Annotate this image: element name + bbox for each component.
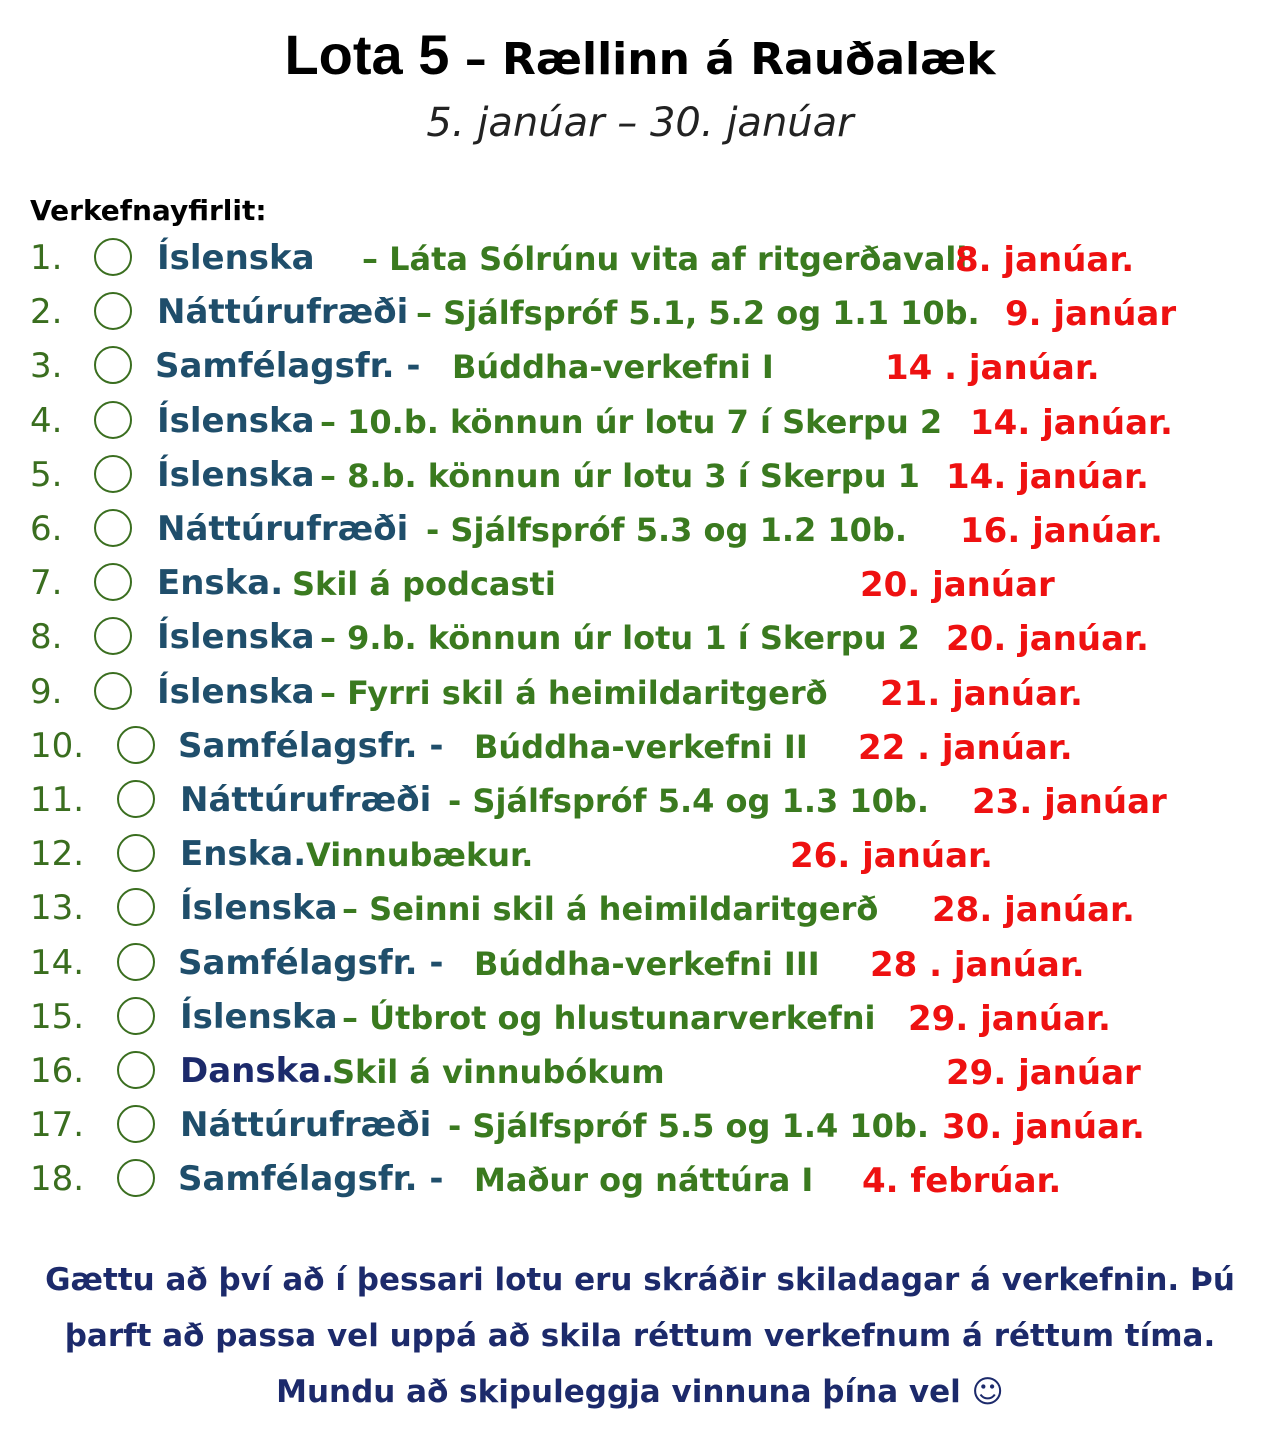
task-description: – 8.b. könnun úr lotu 3 í Skerpu 1 bbox=[320, 456, 920, 495]
task-number: 7. bbox=[30, 563, 63, 604]
footer-line-2: þarft að passa vel uppá að skila réttum verkefnum á réttum tíma. bbox=[64, 1318, 1216, 1354]
task-checkbox-circle-icon[interactable] bbox=[117, 1159, 155, 1197]
task-description: – Fyrri skil á heimildaritgerð bbox=[320, 673, 828, 712]
task-checkbox-circle-icon[interactable] bbox=[117, 1105, 155, 1143]
footer-line-1: Gættu að því að í þessari lotu eru skráðir skiladagar á verkefnin. Þú bbox=[45, 1262, 1235, 1298]
task-due-date: 29. janúar. bbox=[908, 998, 1111, 1039]
task-due-date: 9. janúar bbox=[1005, 294, 1177, 335]
page-title bbox=[0, 22, 1280, 87]
task-row bbox=[30, 1153, 1250, 1207]
task-subject: Náttúrufræði bbox=[180, 780, 432, 820]
task-due-date: 28. janúar. bbox=[932, 890, 1135, 931]
task-due-date: 20. janúar bbox=[860, 565, 1055, 606]
task-number: 15. bbox=[30, 996, 85, 1037]
task-checkbox-circle-icon[interactable] bbox=[117, 943, 155, 981]
task-row bbox=[30, 882, 1250, 936]
task-due-date: 14. janúar. bbox=[946, 456, 1149, 497]
task-checkbox-circle-icon[interactable] bbox=[94, 455, 132, 493]
task-number: 12. bbox=[30, 834, 85, 875]
task-subject: Samfélagsfr. - bbox=[178, 942, 444, 983]
task-checkbox-circle-icon[interactable] bbox=[94, 617, 132, 655]
task-row bbox=[30, 340, 1250, 394]
task-number: 14. bbox=[30, 942, 85, 983]
task-subject: Danska. bbox=[180, 1051, 335, 1091]
title-dash: – bbox=[449, 34, 503, 85]
task-description: Búddha-verkefni I bbox=[452, 348, 774, 387]
task-checkbox-circle-icon[interactable] bbox=[117, 726, 155, 764]
task-row bbox=[30, 720, 1250, 774]
task-due-date: 4. febrúar. bbox=[862, 1161, 1062, 1202]
task-checkbox-circle-icon[interactable] bbox=[94, 672, 132, 710]
task-subject: Náttúrufræði bbox=[157, 292, 409, 333]
task-row bbox=[30, 503, 1250, 557]
task-number: 17. bbox=[30, 1105, 85, 1146]
task-description: Vinnubækur. bbox=[306, 836, 534, 875]
task-checkbox-circle-icon[interactable] bbox=[94, 401, 132, 439]
task-subject: Samfélagsfr. - bbox=[178, 725, 444, 766]
task-due-date: 29. janúar bbox=[946, 1053, 1141, 1093]
task-subject: Náttúrufræði bbox=[180, 1105, 432, 1146]
task-number: 18. bbox=[30, 1159, 85, 1200]
footer-line-3: Mundu að skipuleggja vinnuna þína vel ☺ bbox=[276, 1374, 1004, 1410]
task-subject: Samfélagsfr. - bbox=[155, 346, 421, 387]
task-description: – Útbrot og hlustunarverkefni bbox=[342, 998, 876, 1037]
task-checkbox-circle-icon[interactable] bbox=[117, 834, 155, 872]
task-row bbox=[30, 611, 1250, 665]
task-number: 13. bbox=[30, 888, 85, 929]
task-checkbox-circle-icon[interactable] bbox=[117, 780, 155, 818]
task-due-date: 20. janúar. bbox=[946, 619, 1149, 660]
task-subject: Íslenska bbox=[157, 238, 315, 278]
task-row bbox=[30, 395, 1250, 449]
task-due-date: 26. janúar. bbox=[790, 836, 993, 877]
task-due-date: 16. janúar. bbox=[960, 511, 1163, 551]
task-due-date: 14. janúar. bbox=[970, 402, 1173, 443]
task-description: – Sjálfspróf 5.1, 5.2 og 1.1 10b. bbox=[416, 294, 980, 333]
task-row bbox=[30, 828, 1250, 882]
task-number: 11. bbox=[30, 780, 85, 820]
task-checkbox-circle-icon[interactable] bbox=[94, 509, 132, 547]
task-description: Búddha-verkefni II bbox=[474, 727, 808, 766]
task-number: 1. bbox=[30, 238, 63, 278]
task-subject: Íslenska bbox=[180, 996, 338, 1037]
task-row bbox=[30, 557, 1250, 611]
task-row bbox=[30, 1045, 1250, 1099]
task-subject: Enska. bbox=[157, 563, 284, 604]
task-row bbox=[30, 449, 1250, 503]
task-number: 5. bbox=[30, 454, 63, 495]
task-description: Skil á podcasti bbox=[292, 565, 556, 604]
task-subject: Íslenska bbox=[157, 617, 315, 658]
task-subject: Samfélagsfr. - bbox=[178, 1159, 444, 1200]
task-description: Búddha-verkefni III bbox=[474, 944, 820, 983]
task-row bbox=[30, 991, 1250, 1045]
task-checkbox-circle-icon[interactable] bbox=[117, 997, 155, 1035]
task-row bbox=[30, 937, 1250, 991]
task-description: – 10.b. könnun úr lotu 7 í Skerpu 2 bbox=[320, 402, 943, 441]
task-number: 9. bbox=[30, 671, 63, 712]
date-range: 5. janúar – 30. janúar bbox=[426, 100, 854, 146]
task-description: - Sjálfspróf 5.5 og 1.4 10b. bbox=[448, 1107, 929, 1146]
task-number: 8. bbox=[30, 617, 63, 658]
task-description: - Sjálfspróf 5.3 og 1.2 10b. bbox=[426, 511, 907, 549]
task-number: 10. bbox=[30, 725, 85, 766]
task-number: 2. bbox=[30, 292, 63, 333]
task-subject: Íslenska bbox=[157, 400, 315, 441]
task-checkbox-circle-icon[interactable] bbox=[94, 238, 132, 276]
task-due-date: 14 . janúar. bbox=[885, 348, 1100, 389]
task-number: 16. bbox=[30, 1051, 85, 1091]
task-number: 6. bbox=[30, 509, 63, 549]
task-checkbox-circle-icon[interactable] bbox=[117, 888, 155, 926]
title-sub: Rællinn á Rauðalæk bbox=[502, 34, 996, 85]
task-description: Maður og náttúra I bbox=[474, 1161, 814, 1200]
task-subject: Íslenska bbox=[157, 454, 315, 495]
task-row bbox=[30, 286, 1250, 340]
task-number: 3. bbox=[30, 346, 63, 387]
task-description: – Seinni skil á heimildaritgerð bbox=[342, 890, 879, 929]
task-due-date: 21. janúar. bbox=[880, 673, 1083, 714]
task-subject: Íslenska bbox=[180, 888, 338, 929]
title-main: Lota 5 bbox=[284, 23, 450, 86]
task-due-date: 30. janúar. bbox=[942, 1107, 1145, 1148]
task-row bbox=[30, 1099, 1250, 1153]
task-row bbox=[30, 666, 1250, 720]
task-number: 4. bbox=[30, 400, 63, 441]
task-checkbox-circle-icon[interactable] bbox=[94, 563, 132, 601]
overview-label: Verkefnayfirlit: bbox=[30, 194, 267, 227]
task-subject: Náttúrufræði bbox=[157, 509, 409, 549]
task-checkbox-circle-icon[interactable] bbox=[94, 346, 132, 384]
task-description: – Láta Sólrúnu vita af ritgerðavali bbox=[362, 240, 968, 278]
task-due-date: 8. janúar. bbox=[955, 240, 1135, 280]
task-description: – 9.b. könnun úr lotu 1 í Skerpu 2 bbox=[320, 619, 920, 658]
task-row bbox=[30, 774, 1250, 828]
task-row bbox=[30, 232, 1250, 286]
task-description: - Sjálfspróf 5.4 og 1.3 10b. bbox=[448, 782, 929, 820]
task-due-date: 28 . janúar. bbox=[870, 944, 1085, 985]
task-checkbox-circle-icon[interactable] bbox=[117, 1051, 155, 1089]
task-subject: Íslenska bbox=[157, 671, 315, 712]
task-description: Skil á vinnubókum bbox=[332, 1053, 665, 1091]
task-due-date: 23. janúar bbox=[972, 782, 1167, 822]
task-subject: Enska. bbox=[180, 834, 307, 875]
task-due-date: 22 . janúar. bbox=[858, 727, 1073, 768]
task-checkbox-circle-icon[interactable] bbox=[94, 292, 132, 330]
